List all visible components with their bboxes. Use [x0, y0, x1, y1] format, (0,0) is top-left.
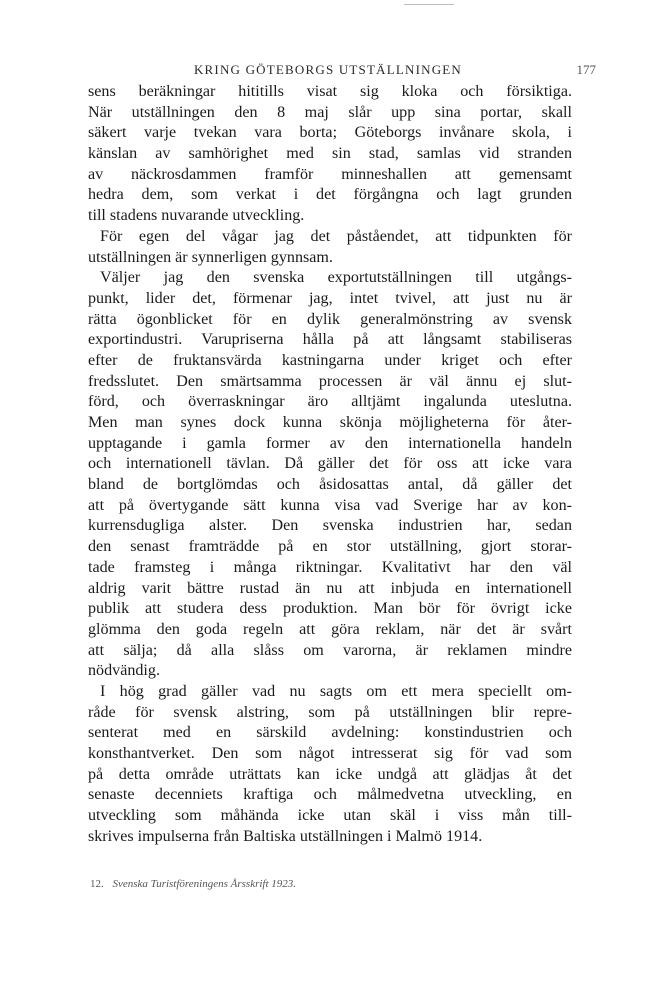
- signature-mark: 12.: [90, 878, 104, 890]
- text-line: och internationell tävlan. Då gäller det för oss att icke vara: [88, 455, 572, 473]
- text-line: exportindustri. Varupriserna hålla på att långsamt stabiliseras: [88, 331, 572, 349]
- text-line: efter de fruktansvärda kastningarna under kriget och efter: [88, 351, 572, 369]
- text-line: känslan av samhörighet med sin stad, samlas vid stranden: [88, 145, 572, 163]
- text-line: aldrig varit bättre rustad än nu att inbjuda en internationell: [88, 579, 572, 597]
- text-line: glömma den goda regeln att göra reklam, när det är svårt: [88, 620, 572, 638]
- text-line: att på övertygande sätt kunna visa vad Sverige har av kon-: [88, 496, 572, 514]
- body-text: [88, 82, 572, 847]
- text-line: skrives impulserna från Baltiska utställningen i Malmö 1914.: [88, 827, 483, 845]
- top-rule: [404, 4, 454, 5]
- text-line: hedra dem, som verkat i det förgångna och lagt grunden: [88, 186, 572, 204]
- text-line: till stadens nuvarande utveckling.: [88, 207, 305, 225]
- running-title: KRING GÖTEBORGS UTSTÄLLNINGEN: [193, 62, 463, 77]
- text-line: senterat med en särskild avdelning: konstindustrien och: [88, 724, 572, 742]
- page-number: 177: [576, 62, 596, 77]
- footer: [90, 877, 296, 891]
- text-line: råde för svensk alstring, som på utställningen blir repre-: [88, 703, 572, 721]
- text-line: förd, och överraskningar äro alltjämt ingalunda uteslutna.: [88, 393, 572, 411]
- text-line: sens beräkningar hititills visat sig kloka och försiktiga.: [88, 83, 572, 100]
- text-line: publik att studera dess produktion. Man bör för övrigt icke: [88, 600, 572, 618]
- text-line: att sälja; då alla slåss om varorna, är reklamen mindre: [88, 641, 572, 659]
- text-line: kurrensdugliga alster. Den svenska industrien har, sedan: [88, 517, 572, 535]
- text-line: nödvändig.: [88, 662, 160, 680]
- text-line: Väljer jag den svenska exportutställningen till utgångs-: [100, 269, 572, 287]
- footer-source: Svenska Turistföreningens Årsskrift 1923.: [112, 878, 297, 890]
- text-line: punkt, lider det, förmenar jag, intet tvivel, att just nu är: [88, 289, 572, 307]
- text-line: utställningen är synnerligen gynnsam.: [88, 248, 333, 266]
- text-line: den senast framträdde på en stor utställning, gjort storar-: [88, 538, 572, 556]
- text-line: tade framsteg i många riktningar. Kvalitativt har den väl: [88, 558, 572, 576]
- text-line: konsthantverket. Den som något intresserat sig för vad som: [88, 745, 572, 762]
- text-line: För egen del vågar jag det påståendet, att tidpunkten för: [100, 227, 572, 245]
- text-line: senaste decenniets kraftiga och målmedvetna utveckling, en: [88, 786, 572, 804]
- text-line: I hög grad gäller vad nu sagts om ett mera speciellt om-: [100, 682, 572, 700]
- text-line: fredsslutet. Den smärtsamma processen är väl ännu ej slut-: [88, 372, 572, 390]
- text-line: rätta ögonblicket för en dylik generalmönstring av svensk: [88, 310, 572, 328]
- running-head: [60, 62, 596, 82]
- text-line: utveckling som måhända icke utan skäl i viss mån till-: [88, 807, 572, 825]
- text-line: upptagande i gamla former av den internationella handeln: [88, 434, 572, 452]
- text-line: När utställningen den 8 maj slår upp sina portar, skall: [88, 103, 572, 121]
- text-line: på detta område uträttats kan icke undgå att glädjas åt det: [88, 765, 572, 783]
- text-line: Men man synes dock kunna skönja möjligheterna för åter-: [88, 414, 572, 431]
- text-line: säkert varje tvekan vara borta; Göteborgs invånare skola, i: [88, 124, 572, 142]
- text-line: bland de bortglömdas och åsidosattas antal, då gäller det: [88, 476, 572, 494]
- text-line: av näckrosdammen framför minneshallen att gemensamt: [88, 165, 572, 183]
